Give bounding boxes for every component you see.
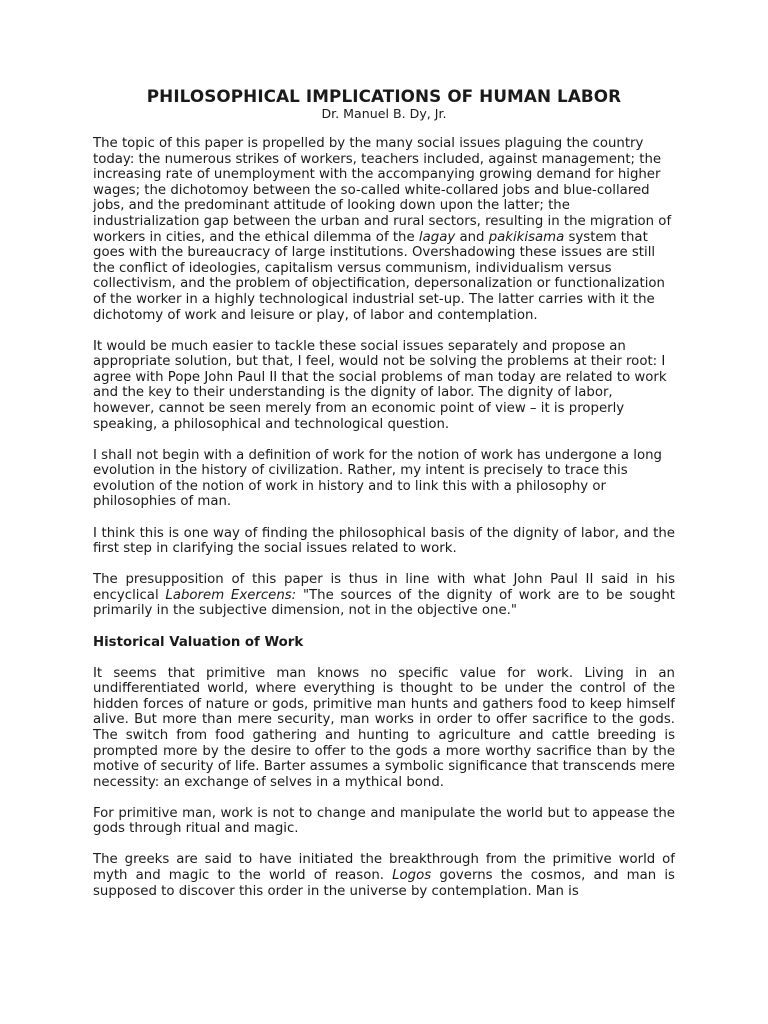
paragraph-4: I think this is one way of finding the philosophical basis of the dignity of labor, and the first step in clarifying the social issues related to work. <box>93 525 675 557</box>
paragraph-7: For primitive man, work is not to change and manipulate the world but to appease the gods through ritual and magic. <box>93 805 675 837</box>
paragraph-1 <box>93 136 675 323</box>
paragraph-1-text-b: and <box>455 229 489 245</box>
paragraph-1-text-c: system that goes with the bureaucracy of large institutions. Overshadowing these issues are still the conflict of ideologies, capitalism versus communism, individualism versus collectivism, and the problem of objectification, depersonalization or functionalization of the worker in a highly technological industrial set-up. The latter carries with it the dichotomy of work and leisure or play, of labor and contemplation. <box>93 229 665 323</box>
paragraph-8 <box>93 852 675 899</box>
paragraph-8-text-b: governs the cosmos, and man is supposed to discover this order in the universe by contemplation. Man is <box>93 868 675 899</box>
paragraph-5-text-a: The presupposition of this paper is thus in line with what John Paul II said in his encyclical <box>93 572 675 603</box>
paragraph-5-italic-laborem-exercens: Laborem Exercens: <box>165 587 297 603</box>
document-title: PHILOSOPHICAL IMPLICATIONS OF HUMAN LABOR <box>146 86 622 106</box>
paragraph-1-italic-pakikisama: pakikisama <box>488 229 565 245</box>
paragraph-5-text-b: "The sources of the dignity of work are to be sought primarily in the subjective dimension, not in the objective one." <box>93 587 675 619</box>
paragraph-1-text-a: The topic of this paper is propelled by the many social issues plaguing the country today: the numerous strikes of workers, teachers included, against management; the increasing rate of unemployment with the accompanying growing demand for higher wages; the dichotomoy between the so-called white-collared jobs and blue-collared jobs, and the predominant attitude of looking down upon the latter; the industrialization gap between the urban and rural sectors, resulting in the migration of workers in cities, and the ethical dilemma of the <box>93 136 672 245</box>
paragraph-5 <box>93 572 675 619</box>
paragraph-8-italic-logos: Logos <box>392 868 432 884</box>
section-heading-historical-valuation: Historical Valuation of Work <box>93 634 304 650</box>
document-author: Dr. Manuel B. Dy, Jr. <box>321 106 447 121</box>
paragraph-6: It seems that primitive man knows no specific value for work. Living in an undifferentiated world, where everything is thought to be under the control of the hidden forces of nature or gods, primitive man hunts and gathers food to keep himself alive. But more than mere security, man works in order to offer sacrifice to the gods. The switch from food gathering and hunting to agriculture and cattle breeding is prompted more by the desire to offer to the gods a more worthy sacrifice than by the motive of security of life. Barter assumes a symbolic significance that transcends mere necessity: an exchange of selves in a mythical bond. <box>93 665 675 790</box>
paragraph-2: It would be much easier to tackle these social issues separately and propose an appropriate solution, but that, I feel, would not be solving the problems at their root: I agree with Pope John Paul II that the social problems of man today are related to work and the key to their understanding is the dignity of labor. The dignity of labor, however, cannot be seen merely from an economic point of view – it is properly speaking, a philosophical and technological question. <box>93 338 667 432</box>
paragraph-8-text-a: The greeks are said to have initiated the breakthrough from the primitive world of myth and magic to the world of reason. <box>93 852 675 884</box>
paragraph-1-italic-lagay: lagay <box>418 229 456 245</box>
paragraph-3: I shall not begin with a definition of work for the notion of work has undergone a long evolution in the history of civilization. Rather, my intent is precisely to trace this evolution of the notion of work in history and to link this with a philosophy or philosophies of man. <box>93 447 662 510</box>
